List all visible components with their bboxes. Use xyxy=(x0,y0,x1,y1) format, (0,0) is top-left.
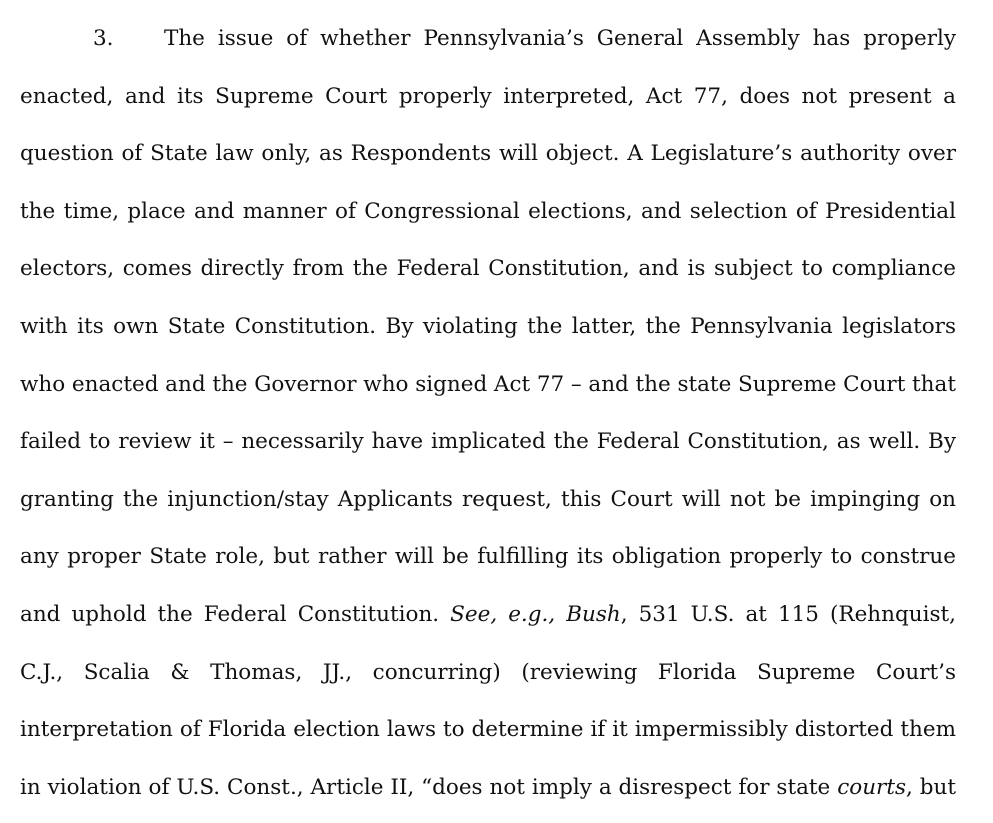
text-line xyxy=(20,190,956,248)
text-segment: granting the injunction/stay Applicants request, this Court will not be impinging on xyxy=(20,486,956,512)
text-segment: and uphold the Federal Constitution. xyxy=(20,601,451,627)
text-segment: electors, comes directly from the Federal Constitution, and is subject to compliance xyxy=(20,256,956,282)
text-line xyxy=(20,363,956,421)
paragraph-3 xyxy=(20,17,956,823)
emphasis-italic: courts xyxy=(837,774,906,800)
text-segment: enacted, and its Supreme Court properly interpreted, Act 77, does not present a xyxy=(20,83,956,109)
text-segment: in violation of U.S. Const., Article II, “does not imply a disrespect for state xyxy=(20,774,838,800)
text-line xyxy=(20,247,956,305)
text-segment: failed to review it – necessarily have implicated the Federal Constitution, as well. By xyxy=(20,429,956,455)
citation-italic: See, e.g., Bush xyxy=(450,601,621,627)
text-segment: question of State law only, as Respondents will object. A Legislature’s authority over xyxy=(20,141,956,167)
text-line xyxy=(20,535,956,593)
text-segment: who enacted and the Governor who signed Act 77 – and the state Supreme Court that xyxy=(20,371,956,397)
text-line xyxy=(20,651,956,709)
text-segment: any proper State role, but rather will be fulfilling its obligation properly to construe xyxy=(20,544,956,570)
text-segment: , 531 U.S. at 115 (Rehnquist, xyxy=(620,601,956,627)
text-segment: C.J., Scalia & Thomas, JJ., concurring) (reviewing Florida Supreme Court’s xyxy=(20,659,956,685)
text-segment: , but xyxy=(906,774,956,800)
text-line xyxy=(20,305,956,363)
text-line xyxy=(20,593,956,651)
text-segment: interpretation of Florida election laws to determine if it impermissibly distorted them xyxy=(20,717,956,743)
text-line xyxy=(20,766,956,823)
text-line xyxy=(20,75,956,133)
paragraph-number: 3. xyxy=(93,26,114,51)
text-segment: The issue of whether Pennsylvania’s General Assembly has properly xyxy=(164,26,956,51)
text-line xyxy=(20,478,956,536)
text-line xyxy=(20,132,956,190)
text-line xyxy=(20,420,956,478)
text-segment: the time, place and manner of Congressional elections, and selection of Presidential xyxy=(20,198,956,224)
text-line xyxy=(20,708,956,766)
text-segment: with its own State Constitution. By violating the latter, the Pennsylvania legislators xyxy=(20,313,956,339)
text-line xyxy=(20,17,956,75)
